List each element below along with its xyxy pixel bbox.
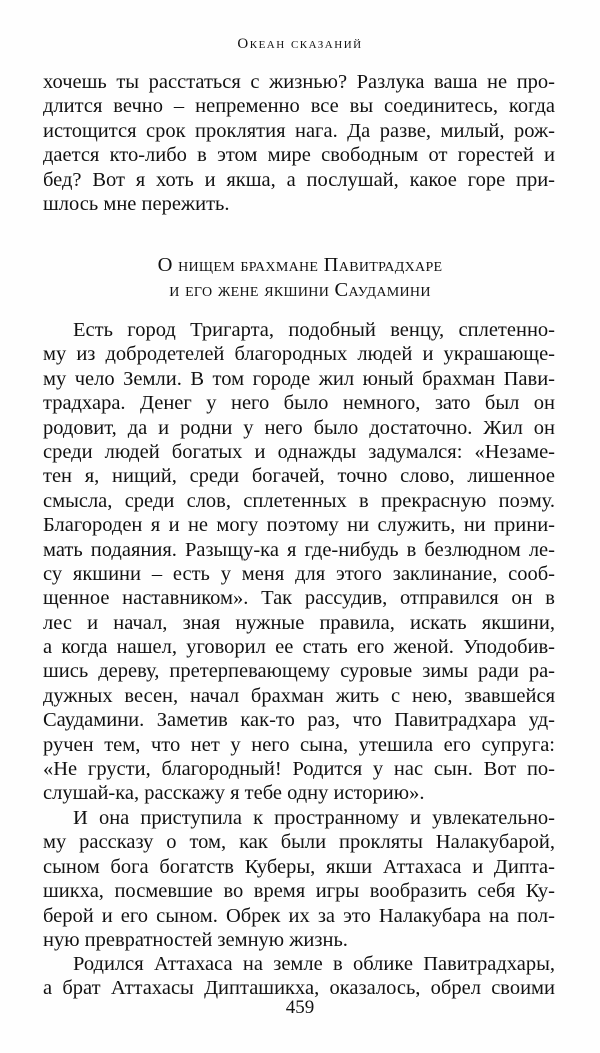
text-line: му из добродетелей благородных людей и украшающе-	[43, 343, 555, 366]
text-line: длится вечно – непременно все вы соединитесь, когда	[43, 95, 555, 118]
section-heading-line: и его жене якшини Саудамини	[169, 278, 431, 301]
text-line: тен я, нищий, среди богачей, точно слово, лишенное	[43, 465, 555, 488]
text-line: среди людей богатых и однажды задумался: «Незаме-	[43, 440, 555, 463]
text-line: истощится срок проклятия нага. Да разве, милый, рож-	[43, 119, 555, 142]
text-line: шлось мне пережить.	[43, 192, 230, 215]
text-line: а когда нашел, уговорил ее стать его женой. Уподобив-	[43, 636, 555, 659]
text-line: смысла, среди слов, сплетенных в прекрасную поэму.	[43, 489, 555, 512]
text-line: берой и его сыном. Обрек их за это Налакубара на пол-	[43, 904, 555, 927]
text-line: И она приступила к пространному и увлекательно-	[73, 807, 555, 829]
text-line: традхара. Денег у него было немного, зато был он	[43, 392, 555, 415]
text-line: «Не грусти, благородный! Родится у нас сын. Вот по-	[43, 758, 555, 781]
text-line: бед? Вот я хоть и якша, а послушай, какое горе при-	[43, 168, 555, 191]
text-line: сыном бога богатств Куберы, якши Аттахаса и Дипта-	[43, 855, 555, 878]
section-heading	[0, 253, 600, 302]
text-line: хочешь ты расстаться с жизнью? Разлука ваша не про-	[43, 71, 555, 93]
text-line: шикха, посмевшие во время игры вообразить себя Ку-	[43, 880, 555, 903]
text-line: су якшини – есть у меня для этого заклинание, сооб-	[43, 562, 555, 585]
paragraph-1	[43, 318, 555, 806]
text-line: Родился Аттахаса на земле в облике Павитрадхары,	[73, 953, 555, 975]
text-line: а брат Аттахасы Дипташикха, оказалось, обрел своими	[43, 977, 555, 1000]
text-line: ручен тем, что нет у него сына, утешила его супруга:	[43, 733, 555, 756]
paragraph-3	[43, 952, 555, 1001]
section-heading-line: О нищем брахмане Павитрадхаре	[157, 254, 443, 276]
text-line: шись дереву, претерпевающему суровые зимы ради ра-	[43, 660, 555, 683]
text-line: щенное наставником». Так рассудив, отправился он в	[43, 587, 555, 610]
text-line: му чело Земли. В том городе жил юный брахман Пави-	[43, 367, 555, 390]
text-line: дужных весен, начал брахман жить с нею, звавшейся	[43, 684, 555, 707]
text-line: мать подаяния. Разыщу-ка я где-нибудь в безлюдном ле-	[43, 538, 555, 561]
text-line: Есть город Тригарта, подобный венцу, сплетенно-	[73, 319, 555, 341]
text-line: ную превратностей земную жизнь.	[43, 928, 348, 951]
text-line: дается кто-либо в этом мире свободным от горестей и	[43, 144, 555, 167]
text-line: лес и начал, зная нужные правила, искать якшини,	[43, 611, 555, 634]
paragraph-2	[43, 806, 555, 952]
text-line: Саудамини. Заметив как-то раз, что Павитрадхара уд-	[43, 709, 555, 732]
opening-paragraph	[43, 70, 555, 216]
text-line: Благороден я и не могу поэтому ни служить, ни прини-	[43, 514, 555, 537]
text-line: му рассказу о том, как были прокляты Налакубарой,	[43, 831, 555, 854]
text-line: слушай-ка, расскажу я тебе одну историю».	[43, 782, 425, 805]
running-head: Океан сказаний	[237, 36, 363, 52]
text-line: родовит, да и родни у него было достаточно. Жил он	[43, 416, 555, 439]
page-number: 459	[285, 997, 315, 1018]
